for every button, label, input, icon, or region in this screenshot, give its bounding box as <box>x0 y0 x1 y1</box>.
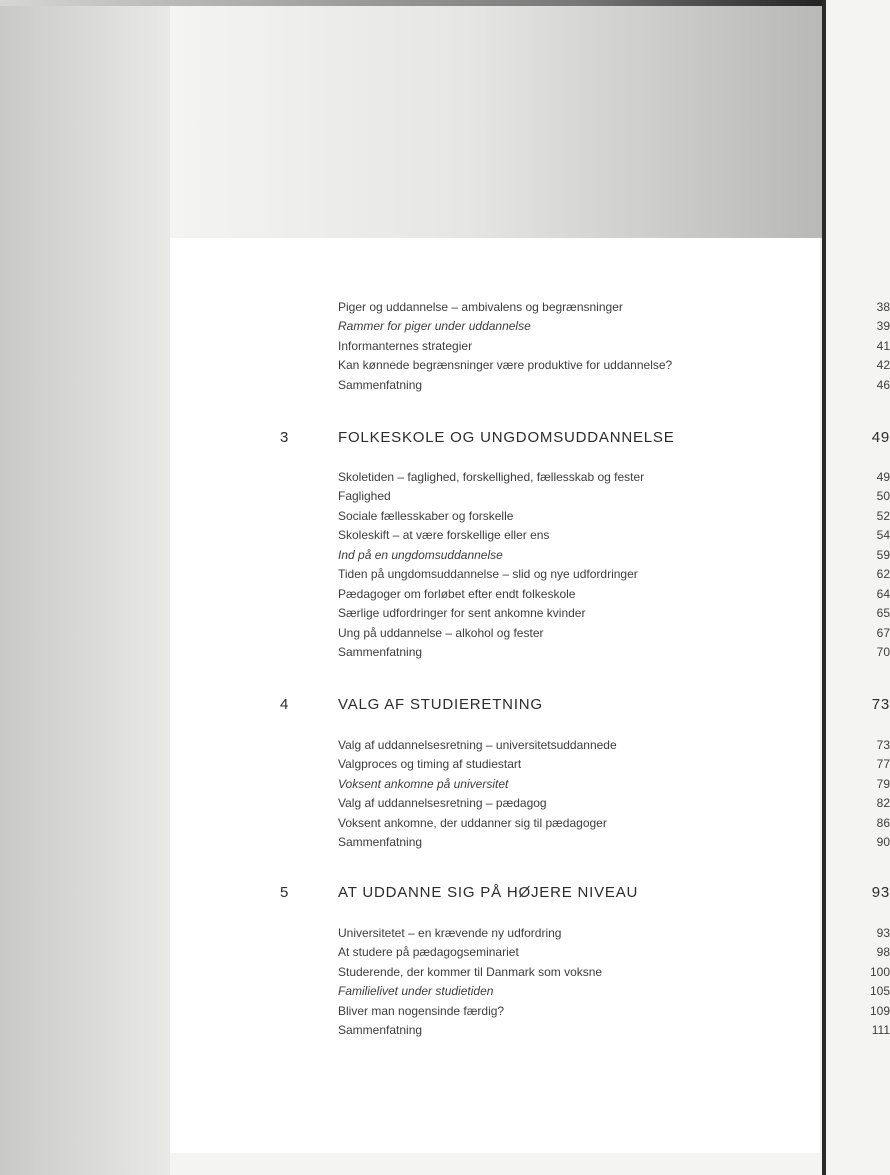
toc-entry-title: Voksent ankomne, der uddanner sig til pædagoger <box>338 816 607 830</box>
toc-entry-page: 62 <box>876 567 890 581</box>
toc-entry-title: Rammer for piger under uddannelse <box>338 319 531 333</box>
toc-entry-page: 111 <box>871 1023 890 1037</box>
chapter-title: FOLKESKOLE OG UNGDOMSUDDANNELSE <box>338 429 675 446</box>
chapter-page: 73 <box>871 696 890 713</box>
toc-entry-page: 73 <box>876 738 890 752</box>
toc-entry-title: Særlige udfordringer for sent ankomne kvinder <box>338 606 586 620</box>
toc-entry-title: Studerende, der kommer til Danmark som voksne <box>338 965 603 979</box>
toc-entry-title: Valg af uddannelsesretning – pædagog <box>338 796 547 810</box>
toc-entry-page: 82 <box>876 796 890 810</box>
toc-entry-page: 50 <box>876 489 890 503</box>
toc-entry-page: 100 <box>869 965 890 979</box>
toc-entry-title: Informanternes strategier <box>338 339 473 353</box>
toc-entry-page: 70 <box>876 645 890 659</box>
toc-entry-title: Voksent ankomne på universitet <box>338 777 509 791</box>
toc-entry-title: Faglighed <box>338 489 391 503</box>
chapter-number: 5 <box>280 884 290 901</box>
toc-entry-title: At studere på pædagogseminariet <box>338 945 519 959</box>
toc-entry-title: Pædagoger om forløbet efter endt folkeskole <box>338 587 576 601</box>
toc-entry-page: 59 <box>876 548 890 562</box>
book-page <box>170 238 890 1153</box>
toc-entry-page: 90 <box>876 835 890 849</box>
chapter-title: VALG AF STUDIERETNING <box>338 696 543 713</box>
chapter-number: 4 <box>280 696 290 713</box>
toc-entry-page: 98 <box>876 945 890 959</box>
toc-entry-page: 109 <box>869 1004 890 1018</box>
toc-entry-title: Sammenfatning <box>338 378 423 392</box>
toc-entry-title: Sammenfatning <box>338 835 423 849</box>
toc-entry-page: 46 <box>876 378 890 392</box>
toc-entry-title: Sammenfatning <box>338 1023 423 1037</box>
chapter-page: 49 <box>871 429 890 446</box>
toc-entry-title: Skoleskift – at være forskellige eller ens <box>338 528 550 542</box>
toc-entry-page: 79 <box>876 777 890 791</box>
toc-entry-page: 93 <box>876 926 890 940</box>
scan-right-edge <box>822 0 826 1175</box>
toc-entry-page: 38 <box>876 300 890 314</box>
scan-shadow-left <box>0 0 170 1175</box>
toc-entry-title: Skoletiden – faglighed, forskellighed, fællesskab og fester <box>338 470 645 484</box>
toc-entry-page: 86 <box>876 816 890 830</box>
toc-entry-page: 41 <box>876 339 890 353</box>
scan-top-edge <box>0 0 826 6</box>
toc-entry-page: 105 <box>869 984 890 998</box>
toc-entry-title: Tiden på ungdomsuddannelse – slid og nye udfordringer <box>338 567 638 581</box>
scan-shadow-top <box>170 0 826 238</box>
toc-entry-title: Universitetet – en krævende ny udfordring <box>338 926 562 940</box>
chapter-page: 93 <box>871 884 890 901</box>
toc-entry-page: 65 <box>876 606 890 620</box>
toc-entry-title: Kan kønnede begrænsninger være produktive for uddannelse? <box>338 358 673 372</box>
table-of-contents <box>170 238 890 1153</box>
toc-entry-page: 52 <box>876 509 890 523</box>
toc-entry-page: 67 <box>876 626 890 640</box>
toc-entry-title: Sociale fællesskaber og forskelle <box>338 509 514 523</box>
toc-entry-page: 77 <box>876 757 890 771</box>
toc-entry-page: 49 <box>876 470 890 484</box>
toc-entry-title: Ind på en ungdomsuddannelse <box>338 548 503 562</box>
toc-entry-title: Familielivet under studietiden <box>338 984 494 998</box>
toc-entry-title: Valg af uddannelsesretning – universitetsuddannede <box>338 738 617 752</box>
chapter-number: 3 <box>280 429 290 446</box>
toc-entry-page: 39 <box>876 319 890 333</box>
toc-entry-title: Bliver man nogensinde færdig? <box>338 1004 505 1018</box>
chapter-title: AT UDDANNE SIG PÅ HØJERE NIVEAU <box>338 884 639 901</box>
toc-entry-title: Piger og uddannelse – ambivalens og begrænsninger <box>338 300 623 314</box>
toc-entry-page: 42 <box>876 358 890 372</box>
toc-entry-page: 54 <box>876 528 890 542</box>
toc-entry-title: Valgproces og timing af studiestart <box>338 757 522 771</box>
toc-entry-title: Ung på uddannelse – alkohol og fester <box>338 626 544 640</box>
toc-entry-title: Sammenfatning <box>338 645 423 659</box>
toc-entry-page: 64 <box>876 587 890 601</box>
